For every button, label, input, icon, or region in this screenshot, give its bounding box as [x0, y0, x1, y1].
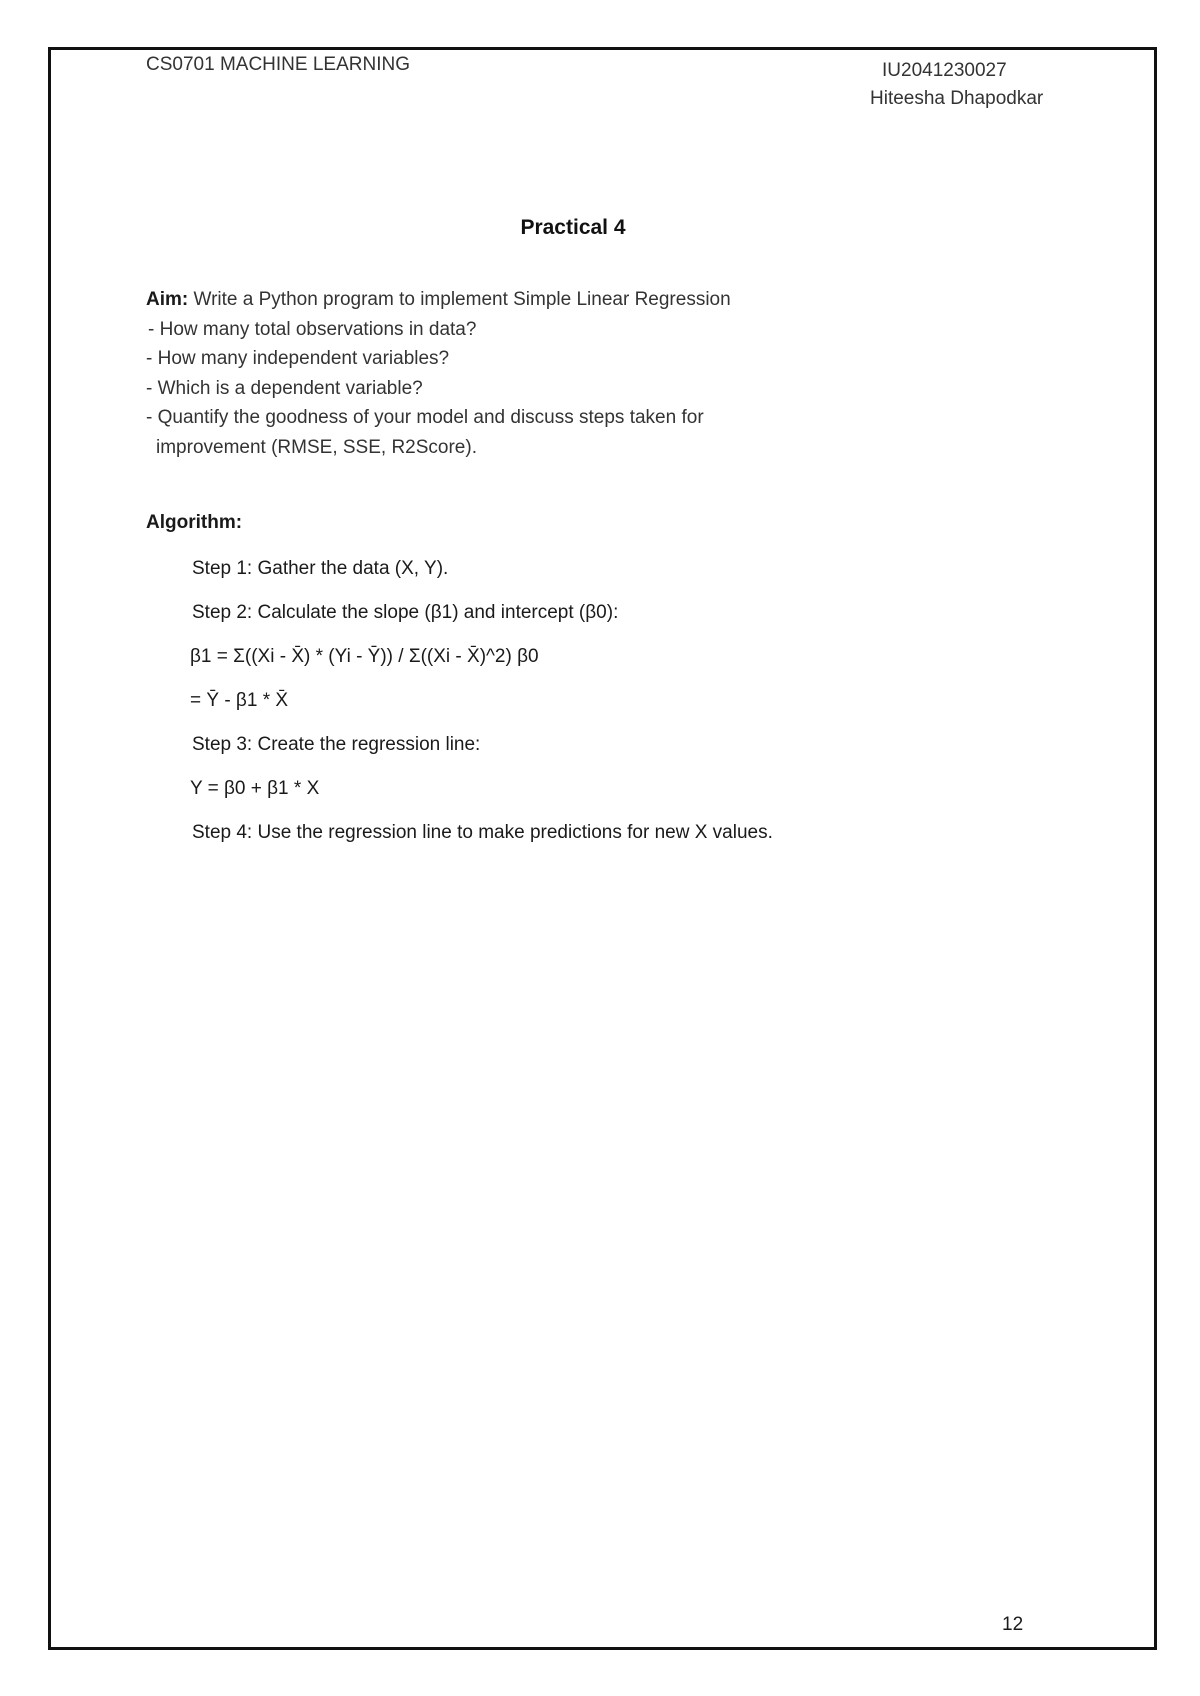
- page-title: Practical 4: [520, 216, 626, 239]
- student-id: IU2041230027: [882, 60, 1007, 81]
- question-goodness-cont: improvement (RMSE, SSE, R2Score).: [156, 437, 477, 458]
- algorithm-step-4: Step 4: Use the regression line to make predictions for new X values.: [192, 822, 773, 843]
- algorithm-step-2: Step 2: Calculate the slope (β1) and intercept (β0):: [192, 602, 619, 623]
- intercept-formula: = Ȳ - β1 * X̄: [190, 690, 289, 711]
- question-independent-vars: - How many independent variables?: [146, 348, 450, 369]
- aim-label: Aim:: [146, 289, 189, 310]
- algorithm-heading: Algorithm:: [146, 512, 243, 533]
- algorithm-step-1: Step 1: Gather the data (X, Y).: [192, 558, 449, 579]
- question-observations: - How many total observations in data?: [148, 319, 477, 340]
- course-header: CS0701 MACHINE LEARNING: [146, 54, 410, 75]
- aim-text: Write a Python program to implement Simple Linear Regression: [193, 289, 731, 310]
- slope-formula: β1 = Σ((Xi - X̄) * (Yi - Ȳ)) / Σ((Xi - X̄)^2) β0: [190, 646, 539, 667]
- question-goodness: - Quantify the goodness of your model and discuss steps taken for: [146, 407, 704, 428]
- student-name: Hiteesha Dhapodkar: [870, 88, 1044, 109]
- page-number: 12: [1002, 1614, 1024, 1635]
- algorithm-step-3: Step 3: Create the regression line:: [192, 734, 481, 755]
- aim-line: [146, 288, 731, 312]
- regression-formula: Y = β0 + β1 * X: [190, 778, 320, 799]
- question-dependent-var: - Which is a dependent variable?: [146, 378, 423, 399]
